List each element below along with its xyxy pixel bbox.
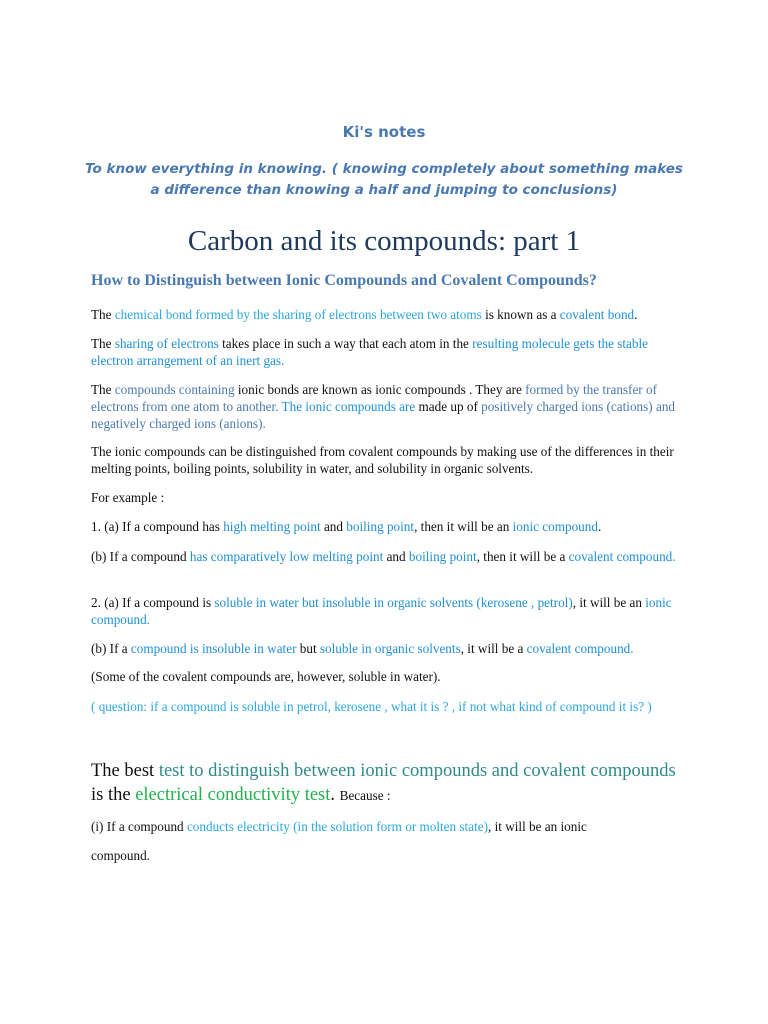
question-line: ( question: if a compound is soluble in petrol, kerosene , what it is ? , if not what kind of compound it is? ) — [91, 699, 652, 714]
text: 2. (a) If a compound is — [91, 595, 215, 610]
because-label: Because : — [339, 788, 391, 803]
section-heading: How to Distinguish between Ionic Compounds and Covalent Compounds? — [91, 272, 597, 289]
note-soluble: (Some of the covalent compounds are, however, soluble in water). — [91, 669, 441, 684]
text-highlight: soluble in organic solvents — [319, 641, 461, 656]
text: The — [91, 336, 115, 351]
text: , then it will be an — [414, 519, 513, 534]
page-title: Carbon and its compounds: part 1 — [187, 225, 581, 257]
text: , it will be an ionic — [488, 819, 587, 834]
text-highlight: covalent bond — [559, 307, 635, 322]
example-1a — [91, 518, 691, 535]
text-highlight: electrical conductivity test — [135, 785, 331, 805]
text: . — [597, 519, 602, 534]
example-2a — [91, 594, 691, 628]
for-example: For example : — [91, 490, 165, 505]
text-highlight: positively charged ions (cations) and negatively charged ions (anions). — [91, 399, 676, 431]
text: (b) If a — [91, 641, 131, 656]
text-highlight: has comparatively low melting point — [189, 549, 384, 564]
text-highlight: covalent compound. — [526, 641, 634, 656]
text-highlight: soluble in water but insoluble in organic solvents (kerosene , petrol) — [214, 595, 573, 610]
text-highlight: test to distinguish between ionic compounds and covalent compounds — [158, 761, 676, 781]
notes-title: Ki's notes — [342, 123, 426, 141]
best-test-paragraph — [91, 759, 691, 808]
text: and — [383, 549, 409, 564]
text-highlight: ionic compound — [512, 519, 598, 534]
text: , it will be a — [460, 641, 527, 656]
text: The — [91, 307, 115, 322]
text-highlight: boiling point — [346, 519, 415, 534]
point-i-continued: compound. — [91, 848, 150, 863]
text: is known as a — [481, 307, 560, 322]
paragraph-distinguish: The ionic compounds can be distinguished from covalent compounds by making use of the differences in their melting points, boiling points, solubility in water, and solubility in organic solvents. — [91, 444, 674, 476]
text-highlight: covalent compound. — [568, 549, 676, 564]
motto: To know everything in knowing. ( knowing completely about something makes a difference than knowing a half and jumping to conclusions) — [85, 161, 683, 198]
text: takes place in such a way that each atom in the — [218, 336, 473, 351]
text-highlight: sharing of electrons — [114, 336, 219, 351]
text: is the — [91, 785, 136, 805]
text-highlight: compounds containing — [114, 382, 235, 397]
text: The best — [91, 761, 159, 781]
text-highlight: compound is insoluble in water — [130, 641, 297, 656]
text: made up of — [415, 399, 482, 414]
text-highlight: resulting molecule gets the stable electron arrangement of an inert gas. — [91, 336, 649, 368]
text: but — [296, 641, 320, 656]
text-highlight: The ionic compounds are — [278, 399, 416, 414]
text-highlight: ionic compound. — [91, 595, 672, 627]
text: The — [91, 382, 115, 397]
text: . — [330, 785, 340, 805]
text: , it will be an — [572, 595, 646, 610]
text: 1. (a) If a compound has — [91, 519, 224, 534]
text-highlight: high melting point — [223, 519, 321, 534]
paragraph-covalent-bond — [91, 306, 691, 323]
text: (i) If a compound — [91, 819, 187, 834]
text-highlight: chemical bond formed by the sharing of electrons between two atoms — [114, 307, 482, 322]
point-i — [91, 818, 691, 835]
text: and — [320, 519, 347, 534]
paragraph-ionic-compounds — [91, 381, 691, 432]
text-highlight: boiling point — [408, 549, 477, 564]
text: . — [634, 307, 638, 322]
example-1b — [91, 548, 691, 565]
text-highlight: conducts electricity (in the solution form or molten state) — [186, 819, 488, 834]
example-2b — [91, 640, 691, 657]
paragraph-sharing — [91, 335, 691, 369]
text-highlight: formed by the transfer of electrons from one atom to another. — [91, 382, 657, 414]
text: (b) If a compound — [91, 549, 190, 564]
text: ionic bonds are known as ionic compounds . They are — [234, 382, 526, 397]
text: , then it will be a — [476, 549, 569, 564]
